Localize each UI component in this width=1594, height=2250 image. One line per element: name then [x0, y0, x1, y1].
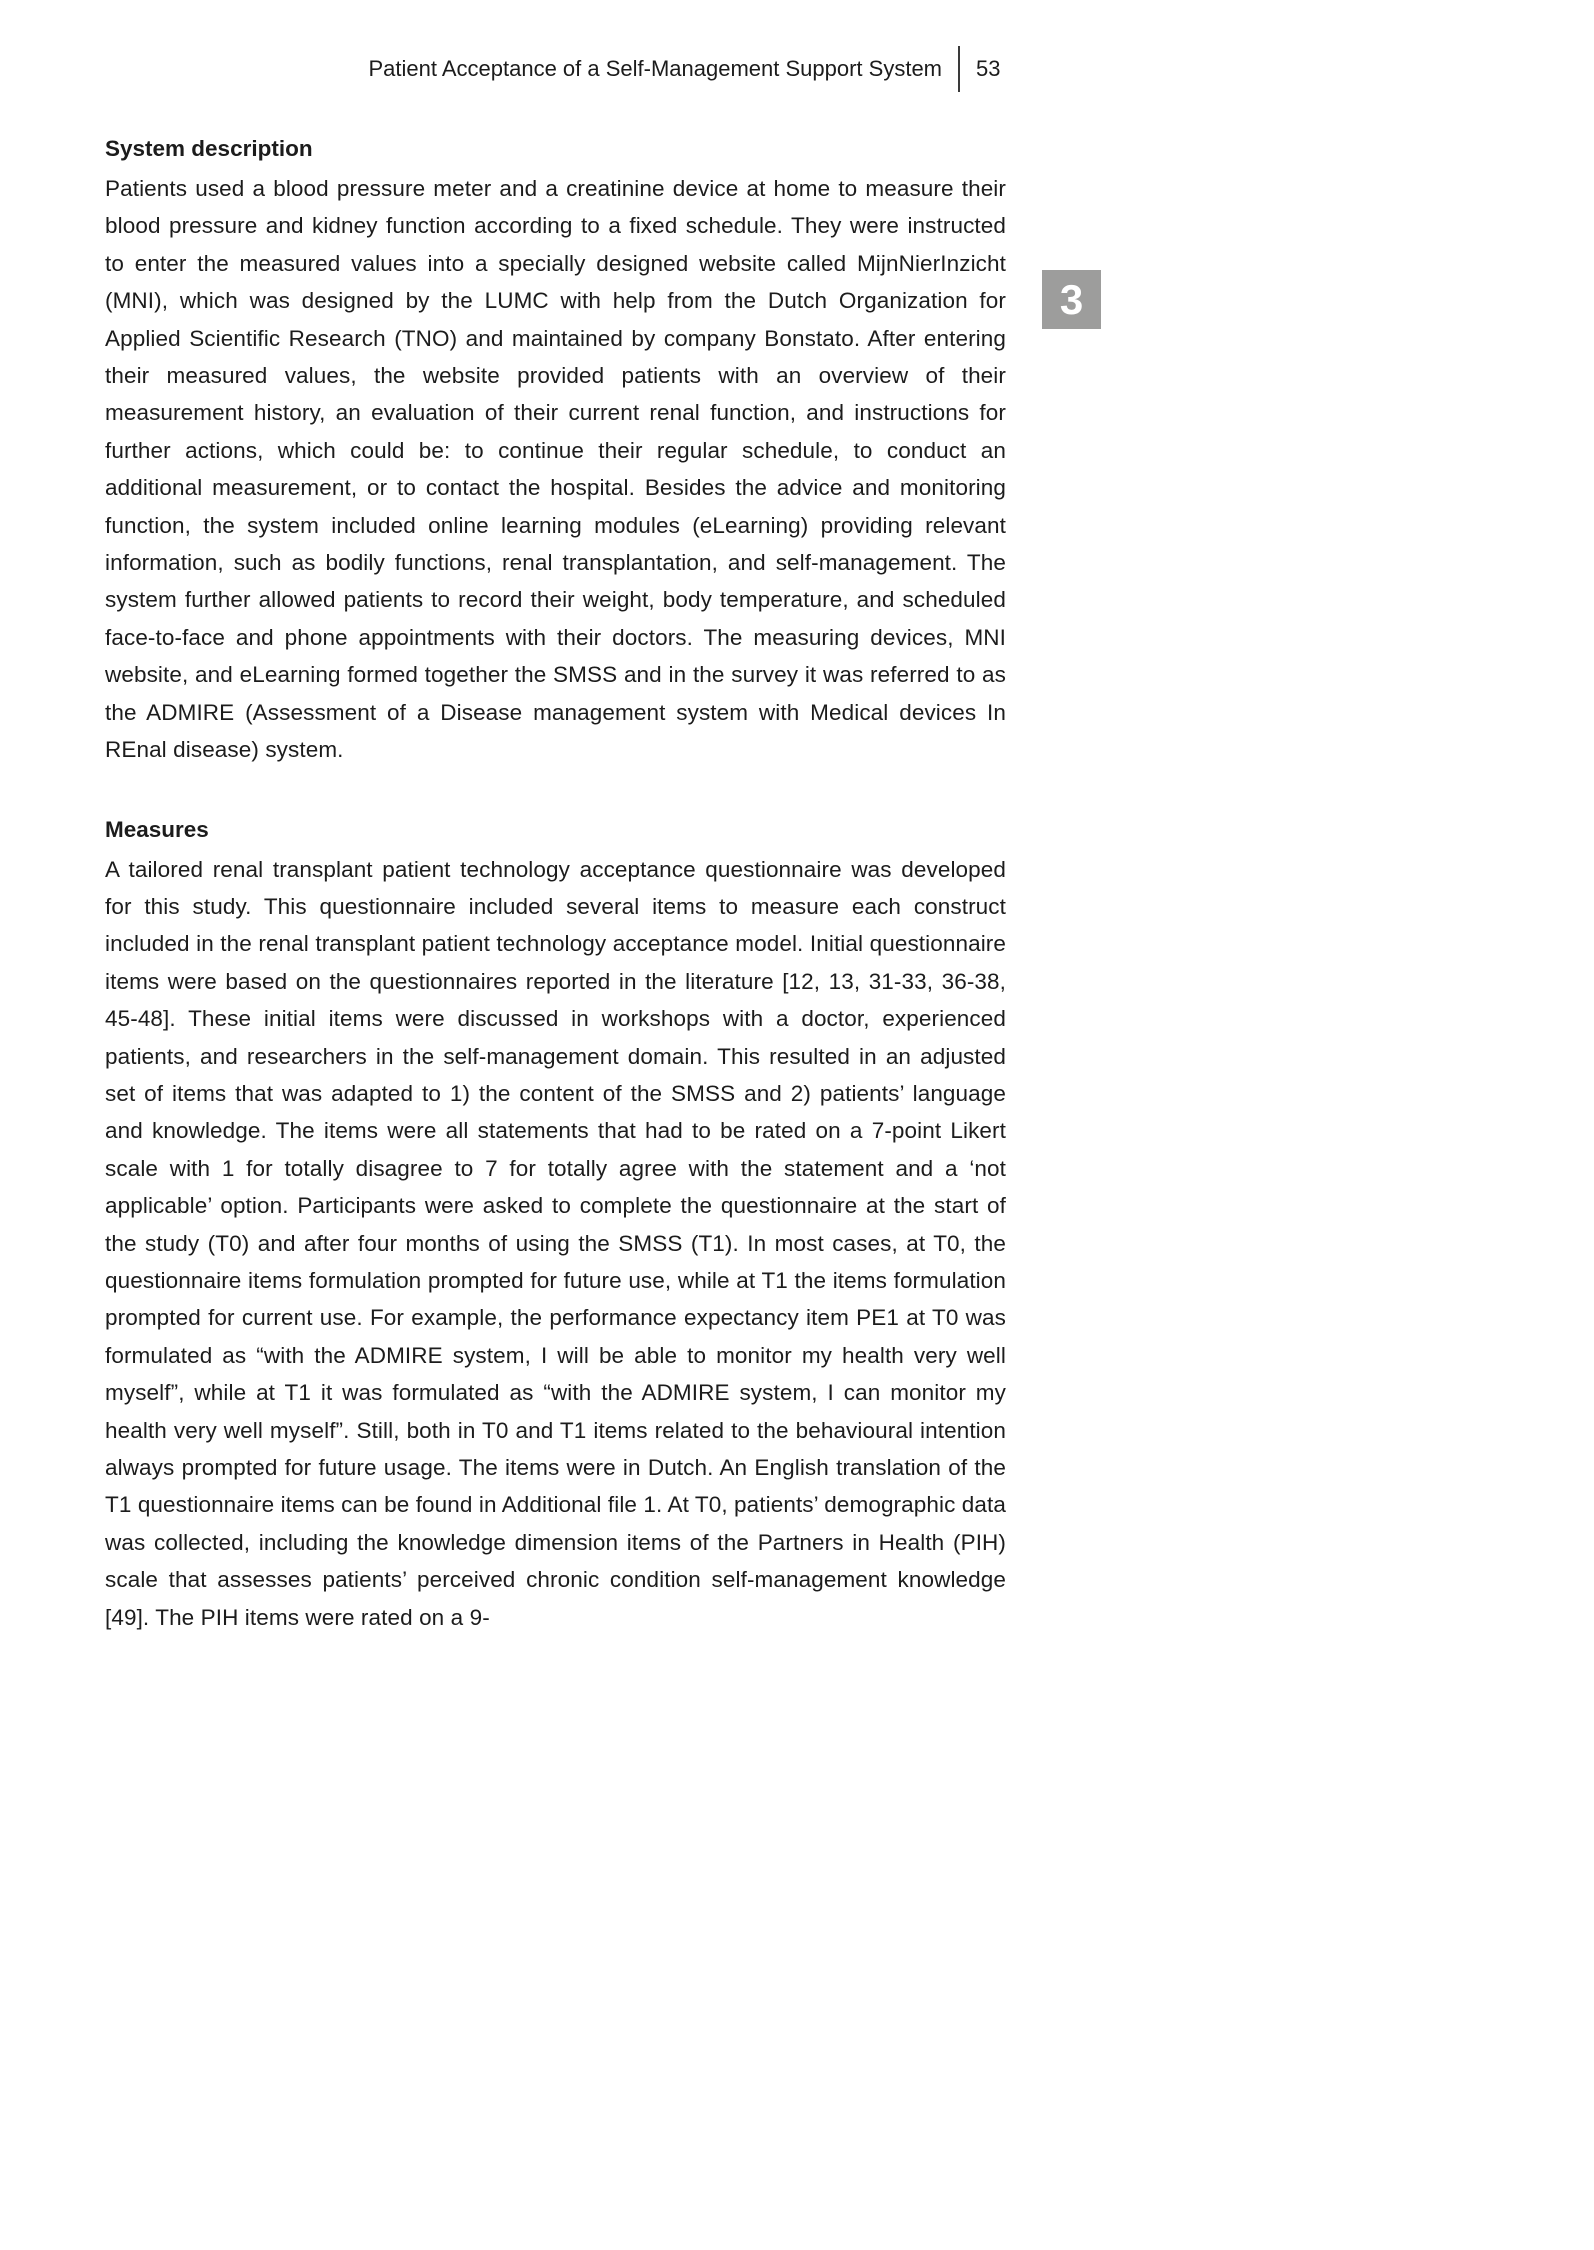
- page-header: [105, 46, 1010, 92]
- chapter-number-tab: 3: [1042, 270, 1101, 329]
- section-measures: [105, 811, 1006, 1637]
- section-body-measures: A tailored renal transplant patient technology acceptance questionnaire was developed for this study. This questionnaire included several items to measure each construct included in the renal transplant patient technology acceptance model. Initial questionnaire items were based on the questionnaires reported in the literature [12, 13, 31-33, 36-38, 45-48]. These initial items were discussed in workshops with a doctor, experienced patients, and researchers in the self-management domain. This resulted in an adjusted set of items that was adapted to 1) the content of the SMSS and 2) patients’ language and knowledge. The items were all statements that had to be rated on a 7-point Likert scale with 1 for totally disagree to 7 for totally agree with the statement and a ‘not applicable’ option. Participants were asked to complete the questionnaire at the start of the study (T0) and after four months of using the SMSS (T1). In most cases, at T0, the questionnaire items formulation prompted for future use, while at T1 the items formulation prompted for current use. For example, the performance expectancy item PE1 at T0 was formulated as “with the ADMIRE system, I will be able to monitor my health very well myself”, while at T1 it was formulated as “with the ADMIRE system, I can monitor my health very well myself”. Still, both in T0 and T1 items related to the behavioural intention always prompted for future usage. The items were in Dutch. An English translation of the T1 questionnaire items can be found in Additional file 1. At T0, patients’ demographic data was collected, including the knowledge dimension items of the Partners in Health (PIH) scale that assesses patients’ perceived chronic condition self-management knowledge [49]. The PIH items were rated on a 9-: [105, 856, 1006, 1630]
- section-system-description: [105, 130, 1006, 769]
- page-number: 53: [976, 56, 1001, 81]
- running-header-title: Patient Acceptance of a Self-Management Support System: [368, 56, 942, 81]
- section-body-system-description: Patients used a blood pressure meter and a creatinine device at home to measure their blood pressure and kidney function according to a fixed schedule. They were instructed to enter the measured values into a specially designed website called MijnNierInzicht (MNI), which was designed by the LUMC with help from the Dutch Organization for Applied Scientific Research (TNO) and maintained by company Bonstato. After entering their measured values, the website provided patients with an overview of their measurement history, an evaluation of their current renal function, and instructions for further actions, which could be: to continue their regular schedule, to conduct an additional measurement, or to contact the hospital. Besides the advice and monitoring function, the system included online learning modules (eLearning) providing relevant information, such as bodily functions, renal transplantation, and self-management. The system further allowed patients to record their weight, body temperature, and scheduled face-to-face and phone appointments with their doctors. The measuring devices, MNI website, and eLearning formed together the SMSS and in the survey it was referred to as the ADMIRE (Assessment of a Disease management system with Medical devices In REnal disease) system.: [105, 176, 1006, 763]
- header-divider: [958, 46, 960, 92]
- section-heading-measures: Measures: [105, 816, 209, 842]
- section-heading-system-description: System description: [105, 136, 313, 161]
- page-content: [105, 130, 1006, 1636]
